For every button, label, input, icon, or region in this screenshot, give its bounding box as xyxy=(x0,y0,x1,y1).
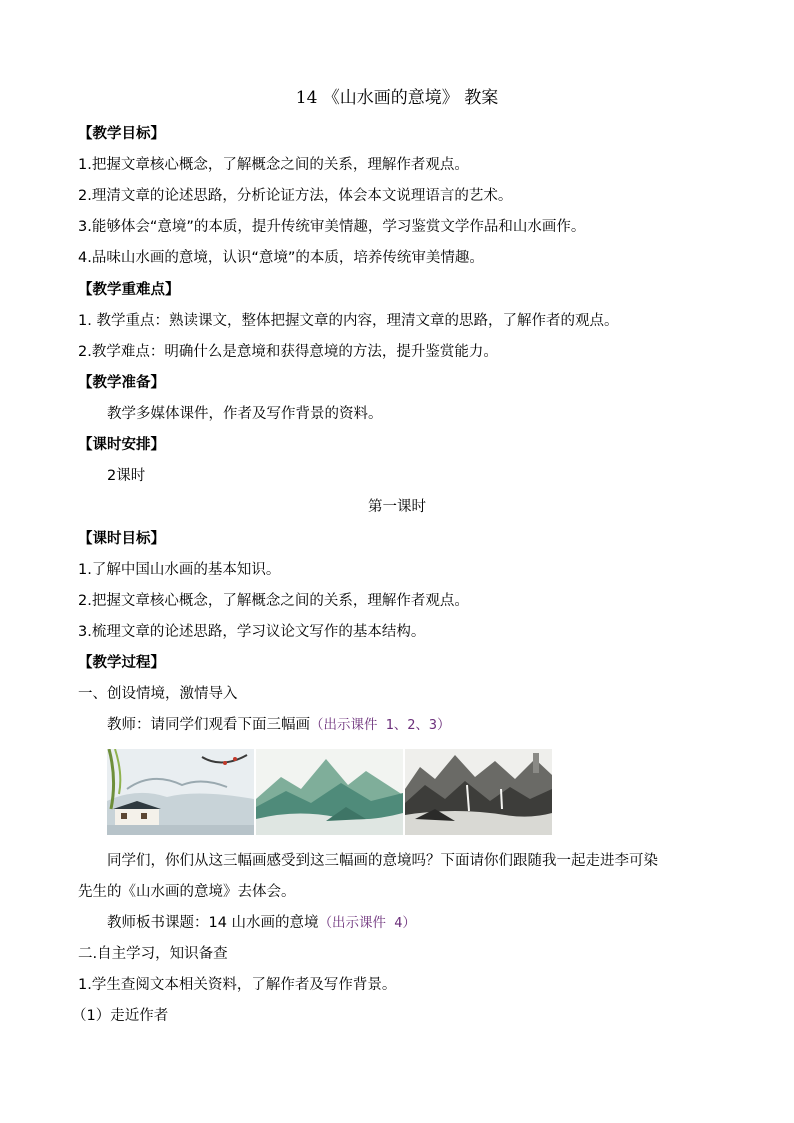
goal-item: 1.把握文章核心概念，了解概念之间的关系，理解作者观点。 xyxy=(78,157,469,173)
teacher-line xyxy=(107,715,724,735)
lesson-title: 第一课时 xyxy=(368,499,426,515)
step-two: 二.自主学习，知识备查 xyxy=(78,946,228,962)
board-note: （出示课件 4） xyxy=(318,915,416,931)
board-line xyxy=(107,913,724,933)
lesson-goal-item: 3.梳理文章的论述思路，学习议论文写作的基本结构。 xyxy=(78,624,426,640)
lesson-goal-item: 1.了解中国山水画的基本知识。 xyxy=(78,562,281,578)
painting-green-mountains-image xyxy=(256,749,403,835)
document-title: 14 《山水画的意境》 教案 xyxy=(295,88,499,108)
prep-text: 教学多媒体课件，作者及写作背景的资料。 xyxy=(107,406,383,422)
goal-item: 4.品味山水画的意境，认识“意境”的本质，培养传统审美情趣。 xyxy=(78,250,484,266)
schedule-heading: 【课时安排】 xyxy=(78,437,165,453)
key-item: 2.教学难点：明确什么是意境和获得意境的方法，提升鉴赏能力。 xyxy=(78,344,498,360)
schedule-text: 2课时 xyxy=(107,468,146,484)
board-text: 教师板书课题：14 山水画的意境 xyxy=(107,915,319,931)
step-one: 一、创设情境，激情导入 xyxy=(78,686,238,702)
teacher-text: 教师：请同学们观看下面三幅画 xyxy=(107,717,310,733)
goal-item: 2.理清文章的论述思路，分析论证方法，体会本文说理语言的艺术。 xyxy=(78,188,513,204)
key-item: 1. 教学重点：熟读课文，整体把握文章的内容，理清文章的思路，了解作者的观点。 xyxy=(78,313,619,329)
painting-village-image xyxy=(107,749,254,835)
painting-ink-landscape-image xyxy=(405,749,552,835)
goals-heading: 【教学目标】 xyxy=(78,126,165,142)
lesson-goal-item: 2.把握文章核心概念，了解概念之间的关系，理解作者观点。 xyxy=(78,593,469,609)
key-heading: 【教学重难点】 xyxy=(78,282,180,298)
step-two-subitem: （1）走近作者 xyxy=(72,1008,169,1024)
step-two-item: 1.学生查阅文本相关资料，了解作者及写作背景。 xyxy=(78,977,397,993)
goal-item: 3.能够体会“意境”的本质，提升传统审美情趣，学习鉴赏文学作品和山水画作。 xyxy=(78,219,586,235)
paragraph-line: 同学们，你们从这三幅画感受到这三幅画的意境吗？下面请你们跟随我一起走进李可染 xyxy=(107,853,658,869)
process-heading: 【教学过程】 xyxy=(78,655,165,671)
paragraph-line: 先生的《山水画的意境》去体会。 xyxy=(78,884,296,900)
lesson-goals-heading: 【课时目标】 xyxy=(78,531,165,547)
prep-heading: 【教学准备】 xyxy=(78,375,165,391)
teacher-note: （出示课件 1、2、3） xyxy=(310,717,451,733)
painting-strip xyxy=(107,749,553,835)
